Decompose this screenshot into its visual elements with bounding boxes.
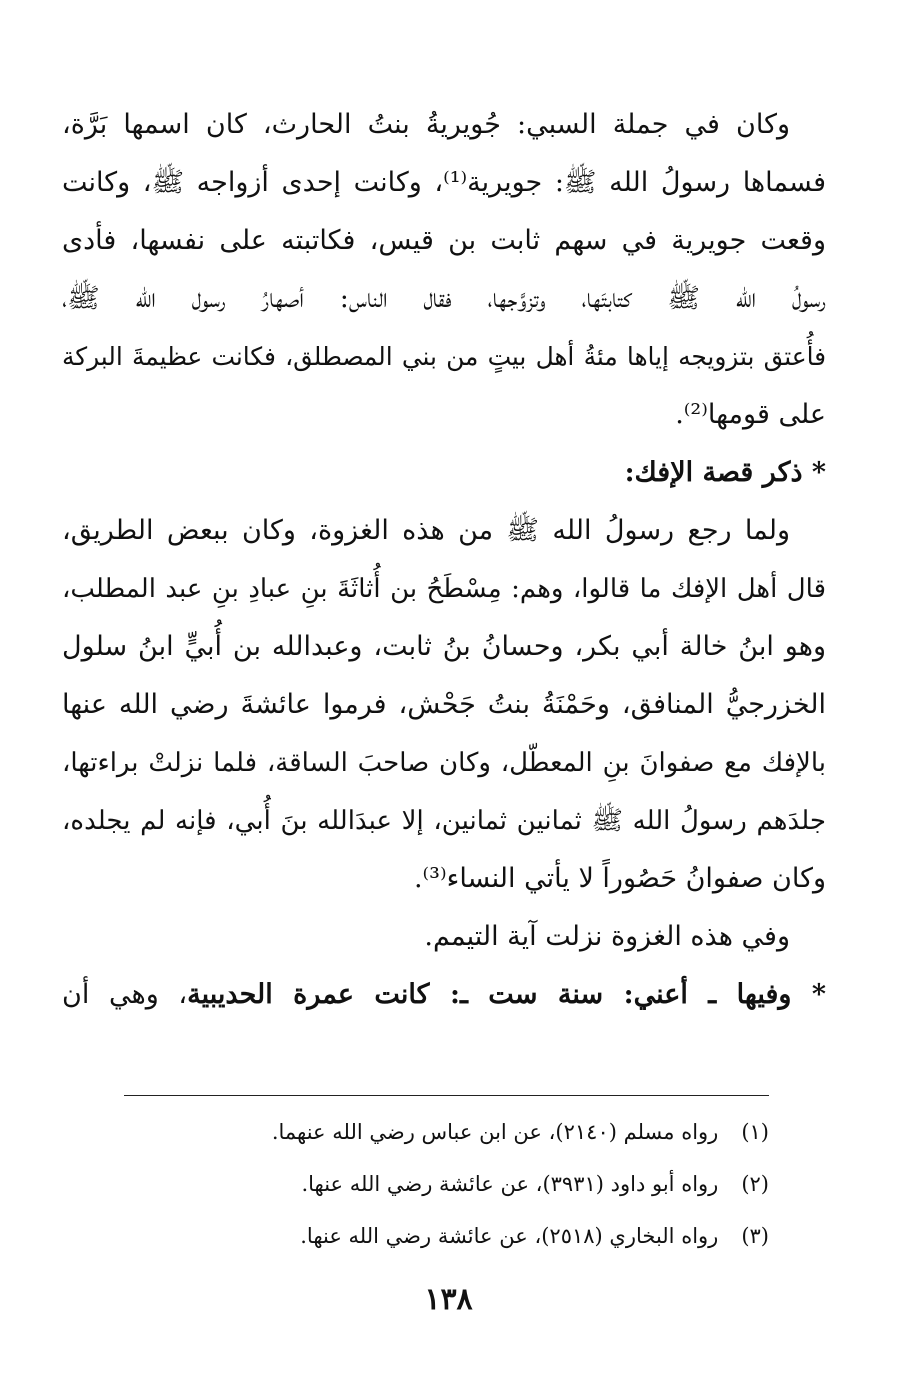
footnote <box>69 1158 769 1210</box>
text-line: وهو ابنُ خالة أبي بكر، وحسانُ بنُ ثابت، وعبدالله بن أُبيٍّ ابنُ سلول <box>62 631 826 662</box>
main-text <box>62 96 826 1024</box>
text-line: بالإفك مع صفوانَ بنِ المعطّل، وكان صاحبَ الساقة، فلما نزلتْ براءتها، <box>62 748 826 778</box>
footnote-number: (١) <box>741 1120 769 1144</box>
line-suffix: ، وهي أن <box>62 979 188 1010</box>
footnotes <box>69 1106 769 1262</box>
text-line: على قومها⁽²⁾. <box>675 399 826 430</box>
footnote-text: رواه مسلم (٢١٤٠)، عن ابن عباس رضي الله عنهما. <box>271 1120 719 1144</box>
text-line: قال أهل الإفك ما قالوا، وهم: مِسْطَحُ بن أُثاثَةَ بنِ عبادِ بنِ عبد المطلب، <box>62 574 826 604</box>
text-line: وكان صفوانُ حَصُوراً لا يأتي النساء⁽³⁾. <box>413 863 826 894</box>
footnote <box>69 1106 769 1158</box>
footnote-number: (٣) <box>741 1224 769 1248</box>
footnote <box>69 1210 769 1262</box>
text-line: وفي هذه الغزوة نزلت آية التيمم. <box>424 921 790 952</box>
footnote-divider <box>124 1095 769 1096</box>
bold-term: عمرة الحديبية <box>187 979 354 1010</box>
text-line: فأُعتق بتزويجه إياها مئةُ أهل بيتٍ من بني المصطلق، فكانت عظيمةَ البركة <box>62 342 826 371</box>
footnote-number: (٢) <box>741 1172 769 1196</box>
text-line: وقعت جويرية في سهم ثابت بن قيس، فكاتبته على نفسها، فأدى <box>62 225 826 256</box>
footnote-text: رواه البخاري (٢٥١٨)، عن عائشة رضي الله عنها. <box>300 1224 719 1248</box>
bullet-prefix: * وفيها ـ أعني: سنة ست ـ: كانت <box>353 979 826 1010</box>
text-line: الخزرجيُّ المنافق، وحَمْنَةُ بنتُ جَحْش، فرموا عائشةَ رضي الله عنها <box>62 689 826 720</box>
text-line: وكان في جملة السبي: جُويريةُ بنتُ الحارث، كان اسمها بَرَّة، <box>62 109 790 140</box>
text-line: ولما رجع رسولُ الله ﷺ من هذه الغزوة، وكان ببعض الطريق، <box>62 515 790 546</box>
text-line: جلدَهم رسولُ الله ﷺ ثمانين ثمانين، إلا عبدَالله بنَ أُبي، فإنه لم يجلده، <box>62 806 826 836</box>
text-line: فسماها رسولُ الله ﷺ: جويرية⁽¹⁾، وكانت إحدى أزواجه ﷺ، وكانت <box>62 167 826 198</box>
text-line-hudaybiya <box>62 966 826 1024</box>
page-number: ١٣٨ <box>424 1282 473 1317</box>
section-heading: * ذكر قصة الإفك: <box>624 457 826 488</box>
text-line: رسولُ الله ﷺ كتابتَها، وتزوَّجها، فقال الناس: أصهارُ رسول الله ﷺ، <box>62 283 826 314</box>
footnote-text: رواه أبو داود (٣٩٣١)، عن عائشة رضي الله عنها. <box>301 1172 719 1196</box>
